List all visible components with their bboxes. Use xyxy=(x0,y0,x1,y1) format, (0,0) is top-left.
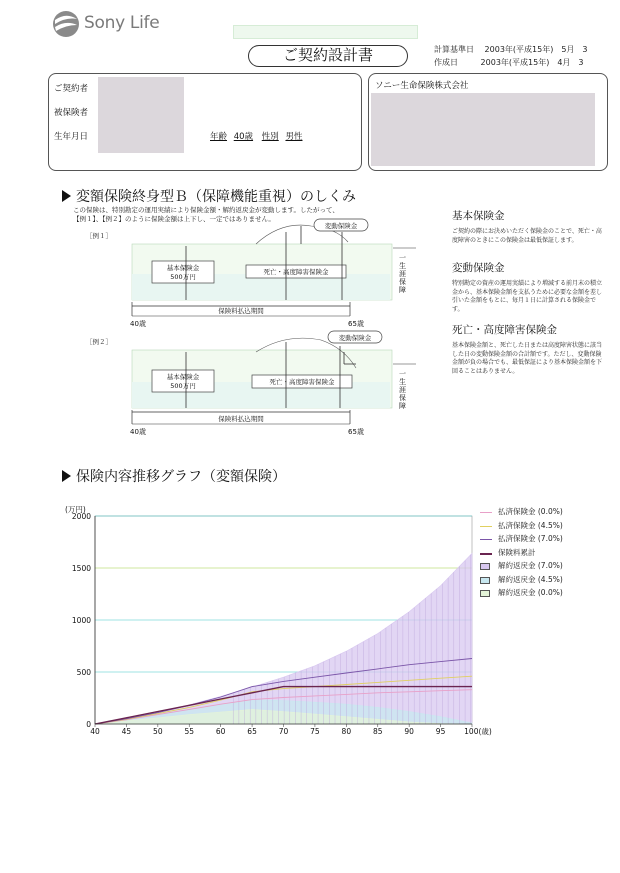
age-value: 40歳 xyxy=(233,132,254,142)
example2-lifelong: 一生涯保障 xyxy=(399,370,406,410)
triangle-bullet-icon xyxy=(62,470,71,482)
example2-basic-amount: 500万円 xyxy=(170,382,196,390)
example1-variable-label: 変動保険金 xyxy=(324,222,358,230)
legend-swatch xyxy=(480,577,490,584)
legend-swatch xyxy=(480,590,490,597)
example1-age-end: 65歳 xyxy=(348,320,364,328)
sony-life-logo xyxy=(52,9,162,39)
legend-label: 解約返戻金 (4.5%) xyxy=(498,574,563,584)
faint-header-band xyxy=(233,25,418,39)
x-tick-label: 40 xyxy=(90,727,100,736)
x-tick-label: 85 xyxy=(372,727,383,736)
example2-death-label: 死亡・高度障害保険金 xyxy=(269,378,335,386)
calc-date-label: 計算基準日 xyxy=(434,45,474,54)
example1-diagram xyxy=(86,218,416,332)
x-tick-label: 45 xyxy=(121,727,132,736)
y-tick-label: 2000 xyxy=(71,512,91,521)
example2-diagram xyxy=(86,330,416,438)
legend-label: 保険料累計 xyxy=(498,547,536,557)
calc-date-row xyxy=(434,44,588,55)
example1-lifelong: 一生涯保障 xyxy=(399,254,406,294)
insured-label: 被保険者 xyxy=(54,108,89,118)
explanation-death-title: 死亡・高度障害保険金 xyxy=(452,324,557,336)
redacted-agent-info xyxy=(371,93,595,166)
example2-age-start: 40歳 xyxy=(130,428,146,436)
x-tick-label: 80 xyxy=(341,727,352,736)
y-tick-label: 1500 xyxy=(71,564,91,573)
explanation-death-text: 基本保険金額と、死亡した日または高度障害状態に該当した日の変動保険金額の合計額です。ただし、変動保険金額が負の場合でも、最低保証により基本保険金額を下回ることはありません。 xyxy=(452,342,603,375)
x-tick-label: 90 xyxy=(404,727,414,736)
triangle-bullet-icon xyxy=(62,190,71,202)
y-tick-label: 500 xyxy=(76,668,91,677)
created-date-row xyxy=(434,57,584,68)
calc-date-value: 2003年(平成15年) 5月 3 xyxy=(484,45,588,54)
brand-name: Sony Life xyxy=(84,13,160,33)
mechanism-heading: 変額保険終身型Ｂ（保障機能重視）のしくみ xyxy=(62,186,356,206)
explanation-basic-title: 基本保険金 xyxy=(452,210,505,222)
legend-swatch xyxy=(480,553,492,555)
explanation-variable-title: 変動保険金 xyxy=(452,262,505,274)
example1-basic-label: 基本保険金 xyxy=(166,264,200,272)
legend-swatch xyxy=(480,526,492,527)
created-date-value: 2003年(平成15年) 4月 3 xyxy=(480,58,584,67)
example2-variable-label: 変動保険金 xyxy=(338,334,372,342)
legend-label: 払済保険金 (0.0%) xyxy=(498,507,563,516)
example2-age-end: 65歳 xyxy=(348,428,364,436)
y-tick-label: 0 xyxy=(86,720,91,729)
age-label: 年齢 xyxy=(210,132,228,142)
x-tick-label: 70 xyxy=(278,727,289,736)
age-sex-line xyxy=(210,130,302,142)
explanation-basic-text: ご契約の際にお決めいただく保険金のことで、死亡・高度障害のときにこの保険金は最低保証します。 xyxy=(452,228,602,244)
y-tick-label: 1000 xyxy=(71,616,91,625)
created-date-label: 作成日 xyxy=(434,58,458,67)
y-axis-unit: (万円) xyxy=(65,505,86,514)
x-tick-label: 55 xyxy=(184,727,195,736)
intro-line-1: この保険は、特別勘定の運用実績により保険金額・解約返戻金が変動します。したがって、 xyxy=(73,206,339,214)
legend-swatch xyxy=(480,539,492,540)
sex-value: 男性 xyxy=(285,132,303,142)
x-tick-label: 95 xyxy=(435,727,446,736)
legend-swatch xyxy=(480,512,492,513)
explanation-basic xyxy=(452,208,602,245)
legend-label: 解約返戻金 (7.0%) xyxy=(498,561,563,570)
x-tick-label: 75 xyxy=(310,727,320,736)
redacted-personal-info xyxy=(98,77,184,153)
document-title: ご契約設計書 xyxy=(248,45,408,67)
x-tick-label: 100(歳) xyxy=(464,727,492,736)
example2-period-label: 保険料払込期間 xyxy=(218,415,264,423)
explanation-variable xyxy=(452,260,602,314)
legend-label: 解約返戻金 (0.0%) xyxy=(498,588,563,597)
example1-period-label: 保険料払込期間 xyxy=(218,307,264,315)
logo-swirl-icon xyxy=(52,10,80,38)
example2-tag: ［例２］ xyxy=(86,338,112,346)
example1-age-start: 40歳 xyxy=(130,320,146,328)
explanation-death xyxy=(452,322,602,376)
sex-label: 性別 xyxy=(261,132,279,142)
example1-death-label: 死亡・高度障害保険金 xyxy=(263,268,329,276)
legend-label: 払済保険金 (4.5%) xyxy=(498,520,563,530)
birthdate-label: 生年月日 xyxy=(54,132,89,142)
legend-swatch xyxy=(480,563,490,570)
example1-tag: ［例１］ xyxy=(86,232,112,240)
contract-info-box xyxy=(48,73,362,171)
chart-legend xyxy=(480,506,610,606)
example2-basic-label: 基本保険金 xyxy=(166,373,200,381)
transition-chart xyxy=(58,498,492,744)
intro-line-2: 【例１】、【例２】のように保険金額は上下し、一定ではありません。 xyxy=(73,215,275,223)
explanation-variable-text: 特別勘定の資産の運用実績により増減する前月末の積立金から、基本保険金額を支払うために必要な金額を差し引いた金額をもとに、毎月１日に計算される保険金です。 xyxy=(452,280,603,313)
graph-heading: 保険内容推移グラフ（変額保険） xyxy=(62,466,286,486)
company-name: ソニー生命保険株式会社 xyxy=(375,81,469,91)
x-tick-label: 65 xyxy=(247,727,257,736)
example1-basic-amount: 500万円 xyxy=(170,273,196,281)
x-tick-label: 60 xyxy=(215,727,226,736)
x-tick-label: 50 xyxy=(153,727,163,736)
legend-label: 払済保険金 (7.0%) xyxy=(498,534,563,543)
contractor-label: ご契約者 xyxy=(54,84,89,94)
